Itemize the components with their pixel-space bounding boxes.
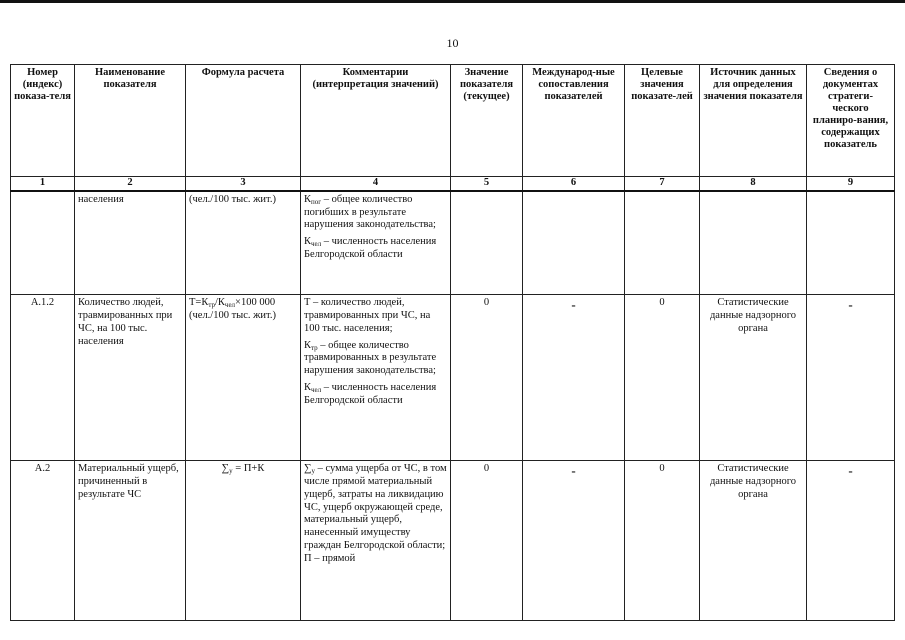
header-cell-source: Источник данных для определения значения показателя <box>700 65 807 177</box>
intl-cell <box>523 461 625 621</box>
symbol-subscript: тр <box>311 343 318 352</box>
formula-subscript: у <box>229 467 233 476</box>
symbol: К <box>304 382 312 394</box>
column-number: 9 <box>807 177 895 191</box>
formula-cell <box>186 295 301 461</box>
formula-part: = П+К <box>232 463 265 475</box>
docs-cell <box>807 191 895 295</box>
formula-cell <box>186 191 301 295</box>
comment-paragraph: П – прямой <box>304 552 356 564</box>
symbol-subscript: чел <box>311 240 322 249</box>
source-cell <box>700 191 807 295</box>
comment-text: – общее количество погибших в результате нарушения законодательства; <box>304 193 436 231</box>
docs-cell <box>807 461 895 621</box>
comment-cell <box>301 461 451 621</box>
formula-expression <box>189 297 297 310</box>
formula-part: ×100 000 <box>235 297 276 309</box>
comment-cell <box>301 295 451 461</box>
column-number: 8 <box>700 177 807 191</box>
docs-cell <box>807 295 895 461</box>
symbol: К <box>304 339 312 351</box>
name-text: населения <box>78 193 124 205</box>
symbol: К <box>304 236 312 248</box>
formula-cell <box>186 461 301 621</box>
target-cell <box>625 191 700 295</box>
column-number: 5 <box>451 177 523 191</box>
value-cell: 0 <box>451 461 523 621</box>
name-cell: Материальный ущерб, причиненный в результате ЧС <box>75 461 186 621</box>
header-cell-target: Целевые значения показате-лей <box>625 65 700 177</box>
comment-paragraph <box>304 194 447 232</box>
index-cell <box>11 191 75 295</box>
header-cell-documents: Сведения о документах стратеги-ческого планиро-вания, содержащих показатель <box>807 65 895 177</box>
header-cell-international: Международ-ные сопоставления показателей <box>523 65 625 177</box>
column-number: 4 <box>301 177 451 191</box>
indicators-table <box>10 64 895 621</box>
column-number: 1 <box>11 177 75 191</box>
symbol-subscript: чел <box>311 386 322 395</box>
formula-subscript: чел <box>224 301 236 310</box>
target-cell: 0 <box>625 295 700 461</box>
column-number: 6 <box>523 177 625 191</box>
column-numbers-row <box>11 177 895 191</box>
name-cell: Количество людей, травмированных при ЧС, на 100 тыс. населения <box>75 295 186 461</box>
source-cell: Статистические данные надзорного органа <box>700 295 807 461</box>
symbol-subscript: пог <box>311 197 322 206</box>
formula-units: (чел./100 тыс. жит.) <box>189 193 276 205</box>
comment-text: – численность населения Белгородской области <box>304 236 437 260</box>
symbol: К <box>304 193 312 205</box>
formula-units: (чел./100 тыс. жит.) <box>189 310 276 322</box>
comment-paragraph <box>304 340 447 378</box>
intl-cell <box>523 295 625 461</box>
comment-cell <box>301 191 451 295</box>
comment-paragraph <box>304 463 447 553</box>
column-number: 2 <box>75 177 186 191</box>
intl-value: - <box>571 463 576 479</box>
table-row <box>11 295 895 461</box>
comment-paragraph: Т – количество людей, травмированных при ЧС, на 100 тыс. населения; <box>304 297 431 334</box>
table-row <box>11 191 895 295</box>
header-cell-formula: Формула расчета <box>186 65 301 177</box>
index-cell: А.2 <box>11 461 75 621</box>
comment-paragraph <box>304 382 447 408</box>
header-cell-index: Номер (индекс) показа-теля <box>11 65 75 177</box>
source-cell: Статистические данные надзорного органа <box>700 461 807 621</box>
column-number: 7 <box>625 177 700 191</box>
target-cell: 0 <box>625 461 700 621</box>
column-number: 3 <box>186 177 301 191</box>
formula-part: /К <box>215 297 225 309</box>
comment-text: – численность населения Белгородской области <box>304 382 437 406</box>
page-number: 10 <box>446 36 459 50</box>
table-row <box>11 461 895 621</box>
symbol-subscript: у <box>311 467 315 476</box>
intl-value: - <box>571 297 576 313</box>
header-cell-name: Наименование показателя <box>75 65 186 177</box>
header-cell-comments: Комментарии (интерпретация значений) <box>301 65 451 177</box>
comment-paragraph <box>304 236 447 262</box>
table-header-row <box>11 65 895 177</box>
value-cell: 0 <box>451 295 523 461</box>
intl-cell <box>523 191 625 295</box>
docs-value: - <box>848 297 853 313</box>
index-cell: А.1.2 <box>11 295 75 461</box>
comment-text: – сумма ущерба от ЧС, в том числе прямой материальный ущерб, затраты на ликвидацию ЧС, ущерб окружающей среде, материальный ущерб, нанесенный имуществу граждан Белгородской области; <box>304 463 447 552</box>
value-cell <box>451 191 523 295</box>
sum-symbol: ∑ <box>304 463 312 475</box>
comment-text: – общее количество травмированных в результате нарушения законодательства; <box>304 339 437 377</box>
docs-value: - <box>848 463 853 479</box>
page-top-border <box>0 0 905 3</box>
header-cell-current-value: Значение показателя (текущее) <box>451 65 523 177</box>
name-cell <box>75 191 186 295</box>
formula-part: Т=К <box>189 297 209 309</box>
formula-subscript: тр <box>208 301 215 310</box>
sum-symbol: ∑ <box>221 463 230 475</box>
